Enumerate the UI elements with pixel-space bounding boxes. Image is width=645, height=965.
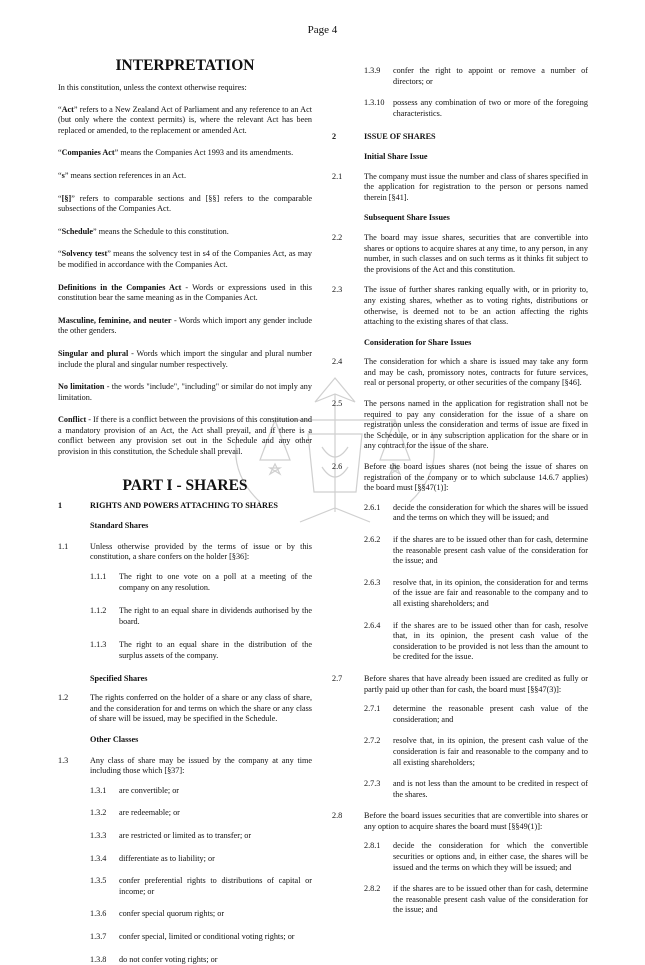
- subclause: [58, 854, 312, 865]
- interpretation-rule: [58, 283, 312, 304]
- subclause-text: differentiate as to liability; or: [119, 854, 312, 865]
- subclause-number: 2.6.1: [364, 503, 393, 524]
- subclause-text: are convertible; or: [119, 786, 312, 797]
- clause-text: Before the board issues securities that are convertible into shares or any option to acquire shares the board must [§§49(1)]:: [364, 811, 588, 832]
- defined-term: Schedule: [62, 227, 93, 236]
- subclause: [332, 503, 588, 524]
- subclause-number: 2.8.2: [364, 884, 393, 916]
- subclause-number: 1.3.8: [90, 955, 119, 965]
- definition-item: “s” means section references in an Act.: [58, 171, 312, 182]
- definition-text: means the solvency test in s4 of the Companies Act, as may be modified in accordance with the Companies Act.: [58, 249, 312, 269]
- rule-term: Definitions in the Companies Act: [58, 283, 181, 292]
- rule-text: - Words or expressions used in this constitution bear the same meaning as in the Companies Act.: [58, 283, 312, 303]
- interpretation-rule: [58, 415, 312, 457]
- clause-text: The board may issue shares, securities that are convertible into shares or options to acquire shares at any time, to any person, in any number, in such classes and on such terms as it thinks fit subject to the provisions of the Act and this constitution.: [364, 233, 588, 275]
- interpretation-rules: [58, 283, 312, 458]
- clause-text: The consideration for which a share is issued may take any form and may be cash, promissory notes, contracts for future services, real or personal property, or other securities of the company [§46].: [364, 357, 588, 389]
- right-column: [332, 66, 588, 916]
- defined-term: Act: [62, 105, 74, 114]
- subclause-text: confer special, limited or conditional voting rights; or: [119, 932, 312, 943]
- subclause-text: confer preferential rights to distributions of capital or income; or: [119, 876, 312, 897]
- defined-term: s: [62, 171, 65, 180]
- subclause: [332, 66, 588, 87]
- subclause-number: 1.3.4: [90, 854, 119, 865]
- definition-item: “[§]” refers to comparable sections and [§§] refers to the comparable subsections of the Companies Act.: [58, 194, 312, 215]
- subclause-number: 1.3.1: [90, 786, 119, 797]
- clause-text: Before shares that have already been issued are credited as fully or partly paid up other than for cash, the board must [§§47(3)]:: [364, 674, 588, 695]
- subclause: [58, 831, 312, 842]
- subclause-text: confer the right to appoint or remove a number of directors; or: [393, 66, 588, 87]
- subclause-text: decide the consideration for which the convertible securities or options and, in either case, the shares will be issued and the terms on which they will be issued; and: [393, 841, 588, 873]
- subclause-number: 1.3.9: [364, 66, 393, 87]
- subclause: [58, 909, 312, 920]
- definition-item: “Solvency test” means the solvency test in s4 of the Companies Act, as may be modified in accordance with the Companies Act.: [58, 249, 312, 270]
- subclause: [58, 876, 312, 897]
- subclause-text: determine the reasonable present cash value of the consideration; and: [393, 704, 588, 725]
- subclause-text: are restricted or limited as to transfer; or: [119, 831, 312, 842]
- clause-number: 1.3: [58, 756, 90, 777]
- clause-number: 2.8: [332, 811, 364, 832]
- clause-2-7: [332, 674, 588, 695]
- interpretation-heading: INTERPRETATION: [58, 57, 312, 75]
- subclause-text: are redeemable; or: [119, 808, 312, 819]
- subclause-number: 2.8.1: [364, 841, 393, 873]
- subclause-number: 2.6.2: [364, 535, 393, 567]
- definition-item: “Companies Act” means the Companies Act 1993 and its amendments.: [58, 148, 312, 159]
- clause-text: Before the board issues shares (not being the issue of shares on registration of the company or to which subclause 14.6.7 applies) the board must [§§47(1)]:: [364, 462, 588, 494]
- clause-1-1: [58, 542, 312, 563]
- section-title: RIGHTS AND POWERS ATTACHING TO SHARES: [90, 501, 278, 512]
- clause-1-2: [58, 693, 312, 725]
- rule-text: - Words which import the singular and plural number include the plural and singular number respectively.: [58, 349, 312, 369]
- intro-text: In this constitution, unless the context otherwise requires:: [58, 83, 312, 94]
- clause-2-6: [332, 462, 588, 494]
- subclause-text: if the shares are to be issued other than for cash, resolve that, in its opinion, the present cash value of the consideration to be provided is not less than the amount to be credited for the issue.: [393, 621, 588, 663]
- clause-1-1-subclauses: [58, 572, 312, 662]
- subclause: [332, 535, 588, 567]
- section-2-heading: [332, 132, 588, 143]
- part-heading: PART I - SHARES: [58, 477, 312, 495]
- subclause-number: 1.3.10: [364, 98, 393, 119]
- clause-number: 2.4: [332, 357, 364, 389]
- subclause: [58, 640, 312, 661]
- rule-text: - Words which import any gender include the other genders.: [58, 316, 312, 336]
- subheading-subsequent-share-issues: Subsequent Share Issues: [332, 213, 588, 224]
- subclause-text: decide the consideration for which the shares will be issued and the terms on which they will be issued; and: [393, 503, 588, 524]
- clause-text: The rights conferred on the holder of a share or any class of share, and the consideration for and terms on which the share or any class of share will be issued, may be specified in the Schedule.: [90, 693, 312, 725]
- subclause-number: 1.1.2: [90, 606, 119, 627]
- rule-term: Conflict: [58, 415, 86, 424]
- clause-2-4: [332, 357, 588, 389]
- clause-1-3-subclauses: [58, 786, 312, 965]
- subclause-text: resolve that, in its opinion, the consideration for and terms of the issue are fair and reasonable to the company and to all existing shareholders; and: [393, 578, 588, 610]
- definition-text: refers to comparable sections and [§§] refers to the comparable subsections of the Companies Act.: [58, 194, 312, 214]
- defined-term: Companies Act: [62, 148, 115, 157]
- clause-2-5: [332, 399, 588, 452]
- subclause-number: 2.7.2: [364, 736, 393, 768]
- subheading-other-classes: Other Classes: [58, 735, 312, 746]
- subclause: [58, 955, 312, 965]
- subclause-number: 1.3.5: [90, 876, 119, 897]
- definition-text: refers to a New Zealand Act of Parliament and any reference to an Act (but only where the context permits) is, where the relevant Act has been replaced or amended, to the replacement or amended Act.: [58, 105, 312, 135]
- subclause-number: 1.1.3: [90, 640, 119, 661]
- section-number: 2: [332, 132, 364, 143]
- subclause-number: 2.7.1: [364, 704, 393, 725]
- clause-number: 2.2: [332, 233, 364, 275]
- definitions-list: [58, 105, 312, 271]
- subclause-text: confer special quorum rights; or: [119, 909, 312, 920]
- clause-2-8: [332, 811, 588, 832]
- subclause: [332, 704, 588, 725]
- rule-text: - If there is a conflict between the provisions of this constitution and a mandatory provision of an Act, the Act shall prevail, and if there is a conflict between any provision set out in the Schedule and any other provision in this constitution, the Schedule shall prevail.: [58, 415, 312, 456]
- subclause-text: do not confer voting rights; or: [119, 955, 312, 965]
- rule-term: Singular and plural: [58, 349, 128, 358]
- clause-number: 2.6: [332, 462, 364, 494]
- subclause-text: possess any combination of two or more of the foregoing characteristics.: [393, 98, 588, 119]
- subclause: [332, 621, 588, 663]
- clause-number: 2.3: [332, 285, 364, 327]
- section-number: 1: [58, 501, 90, 512]
- clause-text: Unless otherwise provided by the terms of issue or by this constitution, a share confers on the holder [§36]:: [90, 542, 312, 563]
- subheading-consideration: Consideration for Share Issues: [332, 338, 588, 349]
- subheading-standard-shares: Standard Shares: [58, 521, 312, 532]
- subclause-text: if the shares are to be issued other than for cash, determine the reasonable present cash value of the consideration for the issue; and: [393, 884, 588, 916]
- clause-number: 2.1: [332, 172, 364, 204]
- subheading-specified-shares: Specified Shares: [58, 674, 312, 685]
- subclause-number: 1.1.1: [90, 572, 119, 593]
- definition-text: means the Companies Act 1993 and its amendments.: [118, 148, 293, 157]
- subclause: [58, 606, 312, 627]
- subclause-number: 1.3.2: [90, 808, 119, 819]
- clause-number: 2.5: [332, 399, 364, 452]
- subclause: [332, 841, 588, 873]
- definition-text: means the Schedule to this constitution.: [97, 227, 229, 236]
- subclause-number: 1.3.7: [90, 932, 119, 943]
- left-column: [58, 56, 312, 965]
- defined-term: Solvency test: [62, 249, 108, 258]
- rule-term: No limitation: [58, 382, 104, 391]
- subclause-text: The right to one vote on a poll at a meeting of the company on any resolution.: [119, 572, 312, 593]
- rule-term: Masculine, feminine, and neuter: [58, 316, 172, 325]
- subclause: [58, 932, 312, 943]
- page-number: Page 4: [0, 24, 645, 36]
- clause-number: 1.1: [58, 542, 90, 563]
- subclause: [332, 779, 588, 800]
- clause-2-7-subclauses: [332, 704, 588, 800]
- definition-item: “Act” refers to a New Zealand Act of Parliament and any reference to an Act (but only where the context permits) is, where the relevant Act has been replaced or amended, to the replacement or amended Act.: [58, 105, 312, 137]
- subclause: [332, 736, 588, 768]
- rule-text: - the words "include", "including" or similar do not imply any limitation.: [58, 382, 312, 402]
- subclause-number: 1.3.6: [90, 909, 119, 920]
- clause-1-3-subclauses-continued: [332, 66, 588, 119]
- interpretation-rule: [58, 316, 312, 337]
- subclause: [58, 572, 312, 593]
- subheading-initial-share-issue: Initial Share Issue: [332, 152, 588, 163]
- subclause: [332, 98, 588, 119]
- subclause-number: 2.6.4: [364, 621, 393, 663]
- subclause: [58, 808, 312, 819]
- subclause-text: The right to an equal share in dividends authorised by the board.: [119, 606, 312, 627]
- subclause: [332, 578, 588, 610]
- clause-text: The persons named in the application for registration shall not be required to pay any consideration for the issue of a share on registration unless the consideration and terms of issue are fixed in the Schedule, or in any subscription application for the share or in any contract for the issue of the share.: [364, 399, 588, 452]
- clause-text: The issue of further shares ranking equally with, or in priority to, any existing shares, whether as to voting rights, distributions or otherwise, is deemed not to be an action affecting the rights attaching to the existing shares of that class.: [364, 285, 588, 327]
- interpretation-rule: [58, 382, 312, 403]
- interpretation-rule: [58, 349, 312, 370]
- clause-2-1: [332, 172, 588, 204]
- subclause: [58, 786, 312, 797]
- definition-item: “Schedule” means the Schedule to this constitution.: [58, 227, 312, 238]
- subclause-number: 1.3.3: [90, 831, 119, 842]
- clause-2-2: [332, 233, 588, 275]
- subclause-text: The right to an equal share in the distribution of the surplus assets of the company.: [119, 640, 312, 661]
- clause-text: Any class of share may be issued by the company at any time including those which [§37]:: [90, 756, 312, 777]
- clause-2-8-subclauses: [332, 841, 588, 916]
- subclause-text: and is not less than the amount to be credited in respect of the shares.: [393, 779, 588, 800]
- clause-2-3: [332, 285, 588, 327]
- definition-text: means section references in an Act.: [68, 171, 186, 180]
- subclause-text: resolve that, in its opinion, the present cash value of the consideration is fair and reasonable to the company and to all existing shareholders;: [393, 736, 588, 768]
- subclause-text: if the shares are to be issued other than for cash, determine the reasonable present cash value of the consideration for the issue; and: [393, 535, 588, 567]
- clause-text: The company must issue the number and class of shares specified in the application for registration to the person or persons named therein [§41].: [364, 172, 588, 204]
- clause-number: 2.7: [332, 674, 364, 695]
- clause-1-3: [58, 756, 312, 777]
- clause-2-6-subclauses: [332, 503, 588, 663]
- section-title: ISSUE OF SHARES: [364, 132, 436, 143]
- subclause-number: 2.7.3: [364, 779, 393, 800]
- subclause: [332, 884, 588, 916]
- subclause-number: 2.6.3: [364, 578, 393, 610]
- defined-term: [§]: [62, 194, 72, 203]
- clause-number: 1.2: [58, 693, 90, 725]
- section-1-heading: [58, 501, 312, 512]
